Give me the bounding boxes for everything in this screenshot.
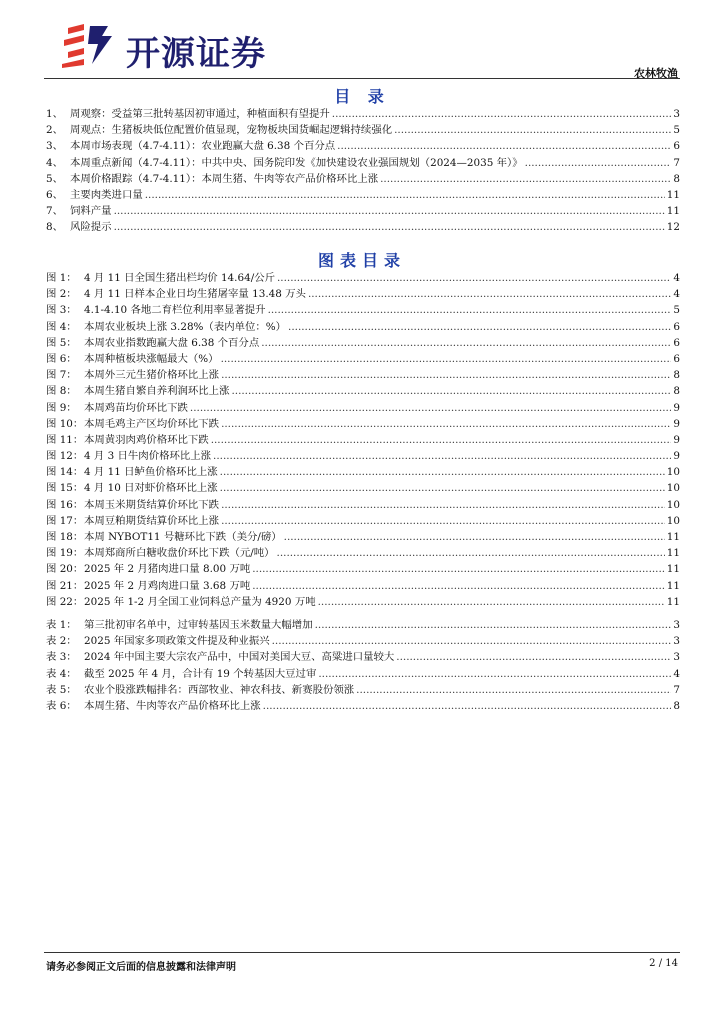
dot-leader xyxy=(337,138,671,154)
toc-entry-page-number: 12 xyxy=(666,221,680,234)
header-divider xyxy=(44,78,680,79)
dot-leader xyxy=(221,497,665,513)
table-entry-number: 表 4： xyxy=(46,667,77,680)
figure-entry-number: 图 15： xyxy=(46,482,84,495)
dot-leader xyxy=(213,448,671,464)
figure-entry-page-number: 9 xyxy=(673,450,680,463)
toc-entry-number: 5、 xyxy=(46,172,64,185)
table-entry[interactable] xyxy=(46,698,680,714)
dot-leader xyxy=(114,219,665,235)
figures-title: 图表目录 xyxy=(317,251,406,270)
figure-entry-text: 本周玉米期货结算价环比下跌 xyxy=(84,498,220,511)
toc-entry-number: 3、 xyxy=(46,140,64,153)
dot-leader xyxy=(277,545,665,561)
figure-entry-number: 图 12： xyxy=(46,450,84,463)
table-entry-number: 表 3： xyxy=(46,651,77,664)
toc-entry-page-number: 11 xyxy=(666,188,680,201)
figure-entry-number: 图 1： xyxy=(46,272,77,284)
figure-entry-page-number: 6 xyxy=(673,320,680,333)
figure-entry-text: 4 月 11 日鲈鱼价格环比上涨 xyxy=(84,466,218,479)
dot-leader xyxy=(356,682,671,698)
figure-entry-page-number: 9 xyxy=(673,417,680,430)
figure-entry[interactable] xyxy=(46,400,680,416)
toc-entry-text: 本周市场表现（4.7-4.11）：农业跑赢大盘 6.38 个百分点 xyxy=(70,140,336,153)
toc-entry-number: 8、 xyxy=(46,221,64,234)
figure-entry-page-number: 6 xyxy=(673,336,680,349)
toc-entry[interactable] xyxy=(46,187,680,203)
figure-entry-label xyxy=(46,545,275,561)
figure-entry[interactable] xyxy=(46,545,680,561)
toc-entry-number: 1、 xyxy=(46,108,64,120)
figure-entry-label xyxy=(46,480,218,496)
toc-entry-text: 本周价格跟踪（4.7-4.11）：本周生猪、牛肉等农产品价格环比上涨 xyxy=(70,172,379,185)
figure-entry-number: 图 8： xyxy=(46,385,77,398)
dot-leader xyxy=(272,633,672,649)
toc-entry-label xyxy=(46,122,392,138)
figure-entry-text: 本周黄羽肉鸡价格环比下跌 xyxy=(84,433,209,446)
toc-entry-text: 周观察：受益第三批转基因初审通过，种植面积有望提升 xyxy=(70,108,330,120)
table-entry-label xyxy=(46,666,316,682)
dot-leader xyxy=(318,594,665,610)
figure-entry-text: 本周毛鸡主产区均价环比下跌 xyxy=(84,417,220,430)
figure-entry-text: 4 月 10 日对虾价格环比上涨 xyxy=(84,482,218,495)
figure-entry-text: 2025 年 2 月鸡肉进口量 3.68 万吨 xyxy=(84,579,251,592)
toc-entry-page-number: 6 xyxy=(673,140,680,153)
figure-entry[interactable] xyxy=(46,383,680,399)
toc-entry-label xyxy=(46,106,330,122)
figure-entry-text: 4 月 11 日样本企业日均生猪屠宰量 13.48 万头 xyxy=(84,288,306,301)
figure-entry-number: 图 10： xyxy=(46,417,84,430)
figure-entry-page-number: 5 xyxy=(673,304,680,317)
table-entry[interactable] xyxy=(46,666,680,682)
figure-entry-number: 图 3： xyxy=(46,304,77,317)
dot-leader xyxy=(525,155,672,171)
footer-divider xyxy=(44,952,680,953)
dot-leader xyxy=(190,400,671,416)
figure-entry[interactable] xyxy=(46,286,680,302)
page-number: 2 / 14 xyxy=(649,958,678,969)
figure-entry-label xyxy=(46,400,188,416)
toc-entry-page-number: 11 xyxy=(666,205,680,218)
figure-entry-label xyxy=(46,448,211,464)
table-entry[interactable] xyxy=(46,633,680,649)
figure-entry-number: 图 5： xyxy=(46,336,77,349)
toc-list xyxy=(46,106,680,236)
toc-title: 目 录 xyxy=(334,87,390,106)
figure-entry-label xyxy=(46,335,259,351)
table-entry-number: 表 1： xyxy=(46,619,77,631)
dot-leader xyxy=(332,106,672,122)
table-entry-text: 截至 2025 年 4 月，合计有 19 个转基因大豆过审 xyxy=(84,667,317,680)
dot-leader xyxy=(380,171,671,187)
table-entry-label xyxy=(46,633,270,649)
toc-entry-label xyxy=(46,171,378,187)
figure-entry-label xyxy=(46,367,219,383)
figure-entry-page-number: 4 xyxy=(673,272,680,284)
figure-entry-page-number: 9 xyxy=(673,401,680,414)
table-entry-page-number: 4 xyxy=(673,667,680,680)
table-entry-text: 2024 年中国主要大宗农产品中，中国对美国大豆、高粱进口量较大 xyxy=(84,651,395,664)
table-entry-page-number: 3 xyxy=(673,619,680,631)
figure-entry-label xyxy=(46,561,250,577)
figure-entry-label xyxy=(46,302,266,318)
figure-entry-label xyxy=(46,594,316,610)
figure-entry-page-number: 11 xyxy=(666,531,680,543)
figure-entry-label xyxy=(46,270,275,286)
figure-entry[interactable] xyxy=(46,416,680,432)
figure-entry[interactable] xyxy=(46,319,680,335)
toc-entry-label xyxy=(46,203,112,219)
figure-entry[interactable] xyxy=(46,594,680,610)
toc-entry-page-number: 8 xyxy=(673,172,680,185)
table-entry-text: 2025 年国家多项政策文件提及种业振兴 xyxy=(84,635,270,648)
figure-entry[interactable] xyxy=(46,448,680,464)
figure-entry-number: 图 22： xyxy=(46,595,84,608)
dot-leader xyxy=(277,270,671,286)
figure-entry-label xyxy=(46,286,306,302)
footer-disclaimer: 请务必参阅正文后面的信息披露和法律声明 xyxy=(46,962,236,973)
figure-entry-label xyxy=(46,464,218,480)
figure-entry-page-number: 11 xyxy=(666,579,680,592)
table-entry-number: 表 5： xyxy=(46,683,77,696)
table-entry[interactable] xyxy=(46,649,680,665)
table-entry-text: 本周生猪、牛肉等农产品价格环比上涨 xyxy=(84,699,261,712)
figure-entry-number: 图 9： xyxy=(46,401,77,414)
toc-entry-number: 2、 xyxy=(46,124,64,137)
figure-entry-text: 本周郑商所白糖收盘价环比下跌（元/吨） xyxy=(84,547,275,560)
dot-leader xyxy=(220,480,665,496)
table-entry-text: 农业个股涨跌幅排名：西部牧业、神农科技、新赛股份领涨 xyxy=(84,683,355,696)
figure-entry-number: 图 7： xyxy=(46,369,77,382)
dot-leader xyxy=(145,187,665,203)
figure-entry-page-number: 11 xyxy=(666,595,680,608)
figure-entry-text: 本周鸡苗均价环比下跌 xyxy=(84,401,188,414)
dot-leader xyxy=(211,432,672,448)
figure-entry-label xyxy=(46,497,219,513)
figure-entry-text: 本周 NYBOT11 号糖环比下跌（美分/磅） xyxy=(84,531,282,543)
table-entry[interactable] xyxy=(46,682,680,698)
dot-leader xyxy=(318,666,671,682)
figure-entry-number: 图 21： xyxy=(46,579,84,592)
figure-entry[interactable] xyxy=(46,432,680,448)
figure-entry-page-number: 10 xyxy=(666,482,680,495)
figure-entry[interactable] xyxy=(46,335,680,351)
figure-entry-text: 本周农业指数跑赢大盘 6.38 个百分点 xyxy=(84,336,260,349)
figure-entry[interactable] xyxy=(46,513,680,529)
figure-entry[interactable] xyxy=(46,497,680,513)
table-entry[interactable] xyxy=(46,617,680,633)
figure-entry-page-number: 8 xyxy=(673,369,680,382)
toc-entry[interactable] xyxy=(46,155,680,171)
dot-leader xyxy=(252,561,665,577)
figure-entry[interactable] xyxy=(46,578,680,594)
figure-entry-page-number: 4 xyxy=(673,288,680,301)
toc-entry-text: 本周重点新闻（4.7-4.11）：中共中央、国务院印发《加快建设农业强国规划（2024—2035 年）》 xyxy=(70,156,523,169)
tables-list xyxy=(46,617,680,714)
table-entry-page-number: 3 xyxy=(673,651,680,664)
dot-leader xyxy=(231,383,671,399)
company-name: 开源证券 xyxy=(126,34,266,74)
industry-label: 农林牧渔 xyxy=(634,67,678,80)
dot-leader xyxy=(261,335,671,351)
table-entry-page-number: 8 xyxy=(673,699,680,712)
table-entry-text: 第三批初审名单中，过审转基因玉米数量大幅增加 xyxy=(84,619,313,631)
figure-entry-page-number: 9 xyxy=(673,433,680,446)
figure-entry-number: 图 4： xyxy=(46,320,77,333)
figure-entry-label xyxy=(46,351,219,367)
figure-entry-number: 图 6： xyxy=(46,352,77,365)
toc-entry-label xyxy=(46,155,523,171)
table-entry-label xyxy=(46,698,261,714)
figure-entry[interactable] xyxy=(46,367,680,383)
toc-entry-label xyxy=(46,138,335,154)
figure-entry-label xyxy=(46,432,209,448)
figure-entry-number: 图 14： xyxy=(46,466,84,479)
toc-entry-number: 4、 xyxy=(46,156,64,169)
figures-list xyxy=(46,270,680,610)
dot-leader xyxy=(396,649,671,665)
figure-entry-number: 图 2： xyxy=(46,288,77,301)
toc-entry-number: 7、 xyxy=(46,205,64,218)
figure-entry-label xyxy=(46,383,229,399)
figure-entry-page-number: 11 xyxy=(666,547,680,560)
toc-entry-text: 饲料产量 xyxy=(70,205,112,218)
figure-entry-text: 2025 年 1-2 月全国工业饲料总产量为 4920 万吨 xyxy=(84,595,316,608)
table-entry-label xyxy=(46,649,394,665)
figure-entry-text: 本周生猪自繁自养利润环比上涨 xyxy=(84,385,230,398)
table-entry-page-number: 7 xyxy=(673,683,680,696)
dot-leader xyxy=(284,529,665,545)
figure-entry-page-number: 8 xyxy=(673,385,680,398)
dot-leader xyxy=(394,122,671,138)
toc-entry-label xyxy=(46,219,112,235)
toc-entry[interactable] xyxy=(46,138,680,154)
dot-leader xyxy=(221,416,671,432)
dot-leader xyxy=(221,351,672,367)
dot-leader xyxy=(263,698,672,714)
figure-entry-label xyxy=(46,513,219,529)
figure-entry-page-number: 11 xyxy=(666,563,680,576)
toc-entry-page-number: 7 xyxy=(673,156,680,169)
figure-entry-text: 本周豆粕期货结算价环比上涨 xyxy=(84,514,220,527)
toc-entry-label xyxy=(46,187,143,203)
figure-entry-text: 4 月 11 日全国生猪出栏均价 14.64/公斤 xyxy=(84,272,275,284)
table-entry-page-number: 3 xyxy=(673,635,680,648)
toc-entry[interactable] xyxy=(46,106,680,122)
figure-entry-text: 4.1-4.10 各地二育栏位利用率显著提升 xyxy=(84,304,266,317)
figure-entry-page-number: 6 xyxy=(673,352,680,365)
dot-leader xyxy=(221,367,671,383)
figure-entry-page-number: 10 xyxy=(666,514,680,527)
figure-entry-number: 图 18： xyxy=(46,531,84,543)
figure-entry-label xyxy=(46,319,286,335)
table-entry-number: 表 6： xyxy=(46,699,77,712)
toc-entry[interactable] xyxy=(46,203,680,219)
toc-entry-text: 主要肉类进口量 xyxy=(70,188,143,201)
toc-entry[interactable] xyxy=(46,219,680,235)
figure-entry[interactable] xyxy=(46,529,680,545)
figure-entry-label xyxy=(46,529,282,545)
table-entry-number: 表 2： xyxy=(46,635,77,648)
toc-entry-number: 6、 xyxy=(46,188,64,201)
figure-entry-text: 本周种植板块涨幅最大（%） xyxy=(84,352,219,365)
toc-entry[interactable] xyxy=(46,122,680,138)
figure-entry[interactable] xyxy=(46,302,680,318)
figure-entry-number: 图 17： xyxy=(46,514,84,527)
toc-entry-page-number: 3 xyxy=(673,108,680,120)
toc-entry-text: 风险提示 xyxy=(70,221,112,234)
dot-leader xyxy=(288,319,671,335)
figure-entry-text: 2025 年 2 月猪肉进口量 8.00 万吨 xyxy=(84,563,251,576)
dot-leader xyxy=(252,578,665,594)
figure-entry-number: 图 16： xyxy=(46,498,84,511)
figure-entry[interactable] xyxy=(46,351,680,367)
figure-entry-number: 图 19： xyxy=(46,547,84,560)
figure-entry-text: 本周外三元生猪价格环比上涨 xyxy=(84,369,220,382)
figure-entry-page-number: 10 xyxy=(666,466,680,479)
figure-entry-text: 4 月 3 日牛肉价格环比上涨 xyxy=(84,450,212,463)
company-logo xyxy=(62,20,272,74)
table-entry-label xyxy=(46,682,354,698)
figure-entry-label xyxy=(46,578,250,594)
table-entry-label xyxy=(46,617,313,633)
company-logo-icon xyxy=(62,22,114,68)
figure-entry-number: 图 20： xyxy=(46,563,84,576)
dot-leader xyxy=(308,286,671,302)
dot-leader xyxy=(315,617,672,633)
dot-leader xyxy=(114,203,665,219)
toc-entry[interactable] xyxy=(46,171,680,187)
figure-entry-text: 本周农业板块上涨 3.28%（表内单位：%） xyxy=(84,320,287,333)
figure-entry[interactable] xyxy=(46,480,680,496)
toc-entry-page-number: 5 xyxy=(673,124,680,137)
figure-entry[interactable] xyxy=(46,270,680,286)
toc-entry-text: 周观点：生猪板块低位配置价值显现，宠物板块国货崛起逻辑持续强化 xyxy=(70,124,393,137)
dot-leader xyxy=(220,464,665,480)
figure-entry-number: 图 11： xyxy=(46,433,84,446)
figure-entry[interactable] xyxy=(46,561,680,577)
figure-entry[interactable] xyxy=(46,464,680,480)
dot-leader xyxy=(268,302,672,318)
dot-leader xyxy=(221,513,665,529)
figure-entry-page-number: 10 xyxy=(666,498,680,511)
figure-entry-label xyxy=(46,416,219,432)
